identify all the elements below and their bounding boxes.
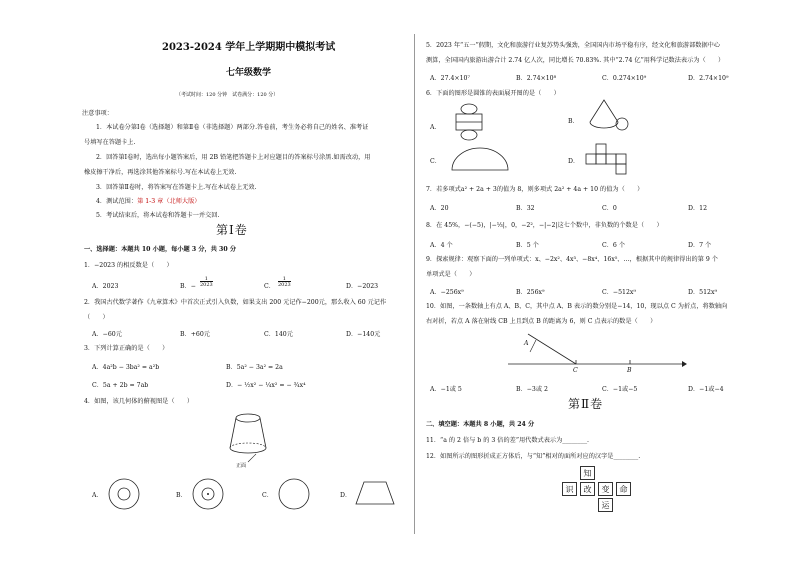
exam-info: （考试时间：120 分钟 试卷满分：120 分）: [176, 92, 279, 98]
note-1a: 1．本试卷分第Ⅰ卷（选择题）和第Ⅱ卷（非选择题）两部分.答卷前，考生务必将自己的姓名、准考证: [96, 124, 369, 131]
cube-face-3: 改: [580, 482, 595, 496]
q12-stem: 12．如图所示的图形折成正方体后，与“知”相对的面所对应的汉字是________.: [426, 453, 641, 460]
q3-option-c: C．5a + 2b = 7ab: [92, 382, 149, 389]
q4-option-a: A．: [92, 492, 103, 499]
q7-option-a: A．20: [430, 205, 449, 212]
q7-option-c: C．0: [602, 205, 617, 212]
q4-option-c: C．: [262, 492, 273, 499]
q3-stem: 3．下列计算正确的是（ ）: [84, 345, 169, 352]
q6-option-d: D．: [568, 158, 580, 165]
column-divider: [414, 34, 415, 534]
q9-option-b: B．256x⁹: [516, 289, 545, 296]
q9-stem-2: 单项式是（ ）: [426, 271, 476, 278]
note-1b: 号填写在答题卡上.: [84, 139, 136, 146]
q4-option-d: D．: [340, 492, 352, 499]
note-4-prefix: 4．测试范围：: [96, 198, 138, 205]
q2-option-b: B．+60元: [180, 331, 210, 338]
q3-option-a: A．4a²b − 3ba² = a²b: [92, 364, 160, 371]
q4-option-b: B．: [176, 492, 187, 499]
q1-stem: 1．−2023 的相反数是（ ）: [84, 262, 173, 269]
q6-option-a-figure: [450, 104, 498, 142]
q4-option-d-figure: [354, 478, 398, 508]
q1-option-b-fraction: 1 2023: [200, 276, 213, 288]
q9-stem: 9．探索规律：观察下面的一列单项式：x、−2x²、4x³、−8x⁴、16x⁵、…，根据其中的规律得出的第 9 个: [426, 256, 718, 263]
q2-stem-2: （ ）: [84, 314, 109, 321]
number-line-figure: [506, 330, 686, 374]
front-view-label: 正面: [236, 463, 247, 469]
q3-option-d: D．− ½x² − ¼x² = − ¾x⁴: [226, 382, 306, 389]
q1-option-c-fraction: 1 2023: [278, 276, 291, 288]
frustum-figure: [226, 412, 286, 462]
note-5: 5．考试结束后，将本试卷和答题卡一并交回.: [96, 212, 220, 219]
q5-stem: 5．2023 年“五一”假期，文化和旅游行业复苏势头强劲，全国国内市场平稳有序，经文化和旅游部数据中心: [426, 42, 721, 49]
q8-option-a: A．4 个: [430, 242, 453, 249]
q9-option-a: A．−256x⁹: [430, 289, 464, 296]
q5-option-d: D．2.74×10⁹: [688, 75, 729, 82]
q10-stem-2: 右对折，若点 A 落在射线 CB 上且到点 B 的距离为 6，则 C 点表示的数是（ ）: [426, 318, 657, 325]
q1-option-a: A．2023: [92, 283, 119, 290]
q10-option-b: B．−3或 2: [516, 386, 548, 393]
note-4: [96, 198, 200, 206]
q8-option-b: B．5 个: [516, 242, 539, 249]
number-line-label-c: C: [573, 367, 578, 374]
cube-face-4: 变: [598, 482, 613, 496]
q2-option-d: D．−140元: [346, 331, 381, 338]
q6-option-b: B．: [568, 118, 579, 125]
q8-stem: 8．在 45%，−(−5)，|−⅓|，0，−2²，−|−2|这七个数中，非负数的个数是（ ）: [426, 222, 663, 229]
q1-option-d: D．−2023: [346, 283, 379, 290]
section-1-heading: 一、选择题：本题共 10 小题，每小题 3 分，共 30 分: [84, 246, 237, 253]
q11-stem: 11．“a 的 2 倍与 b 的 3 倍的差”用代数式表示为________.: [426, 437, 590, 444]
q9-option-d: D．512x⁹: [688, 289, 717, 296]
note-2a: 2．回答第Ⅰ卷时，选出每小题答案后，用 2B 铅笔把答题卡上对应题目的答案标号涂黑.如需改动，用: [96, 154, 371, 161]
q4-stem: 4．如图，该几何体的俯视图是（ ）: [84, 398, 194, 405]
q3-option-b: B．5a² − 3a² = 2a: [226, 364, 283, 371]
q7-stem: 7．若多项式a² + 2a + 3的值为 8，则多项式 2a² + 4a + 10 的值为（ ）: [426, 186, 644, 193]
cube-face-1: 知: [580, 466, 595, 480]
q10-stem: 10．如图，一条数轴上有点 A、B、C，其中点 A、B 表示的数分别是−14，10，现以点 C 为折点，将数轴向: [426, 303, 728, 310]
q4-option-c-figure: [276, 476, 316, 512]
q4-option-a-figure: [106, 476, 146, 512]
cube-face-5: 命: [616, 482, 631, 496]
exam-subject: 七年级数学: [226, 68, 272, 78]
number-line-label-a: A: [524, 340, 529, 347]
q4-option-b-figure: [190, 476, 230, 512]
q8-option-d: D．7 个: [688, 242, 712, 249]
section-2-heading: 二、填空题：本题共 8 小题，共 24 分: [426, 421, 535, 428]
number-line-label-b: B: [627, 367, 632, 374]
q6-option-a: A．: [430, 124, 441, 131]
q7-option-d: D．12: [688, 205, 708, 212]
cube-face-6: 运: [598, 498, 613, 512]
q6-option-d-figure: [582, 142, 652, 176]
q5-option-b: B．2.74×10⁸: [516, 75, 557, 82]
part-1-label: 第Ⅰ卷: [216, 223, 248, 237]
q2-stem: 2．我国古代数学著作《九章算术》中首次正式引入负数，如果支出 200 元记作−200元，那么收入 60 元记作: [84, 299, 387, 306]
q9-option-c: C．−512x⁹: [602, 289, 636, 296]
q6-stem: 6．下面的图形是圆锥的表面展开图的是（ ）: [426, 90, 560, 97]
q10-option-c: C．−1或−5: [602, 386, 638, 393]
note-3: 3．回答第Ⅱ卷时，将答案写在答题卡上.写在本试卷上无效.: [96, 184, 257, 191]
q6-option-c-figure: [450, 146, 510, 174]
test-scope: 第 1-3 章（北师大版）: [137, 198, 201, 205]
q6-option-b-figure: [584, 98, 634, 136]
exam-title: 2023-2024 学年上学期期中模拟考试: [162, 42, 336, 53]
notes-heading: 注意事项：: [82, 110, 113, 117]
q1-option-c: C．: [264, 283, 275, 290]
q6-option-c: C．: [430, 158, 441, 165]
q2-option-a: A．−60元: [92, 331, 122, 338]
cube-face-2: 识: [562, 482, 577, 496]
q5-stem-2: 测算，全国国内旅游出游合计 2.74 亿人次，同比增长 70.83%. 其中“2.74 亿”用科学记数法表示为（ ）: [426, 57, 725, 64]
q10-option-a: A．−1或 5: [430, 386, 462, 393]
q5-option-a: A．27.4×10⁷: [430, 75, 470, 82]
q10-option-d: D．−1或−4: [688, 386, 724, 393]
q5-option-c: C．0.274×10⁹: [602, 75, 647, 82]
note-2b: 橡皮擦干净后，再选涂其他答案标号.写在本试卷上无效.: [84, 169, 237, 176]
q1-option-b: B．−: [180, 283, 196, 290]
q2-option-c: C．140元: [264, 331, 293, 338]
q8-option-c: C．6 个: [602, 242, 626, 249]
q7-option-b: B．32: [516, 205, 535, 212]
part-2-label: 第Ⅱ卷: [568, 397, 604, 411]
